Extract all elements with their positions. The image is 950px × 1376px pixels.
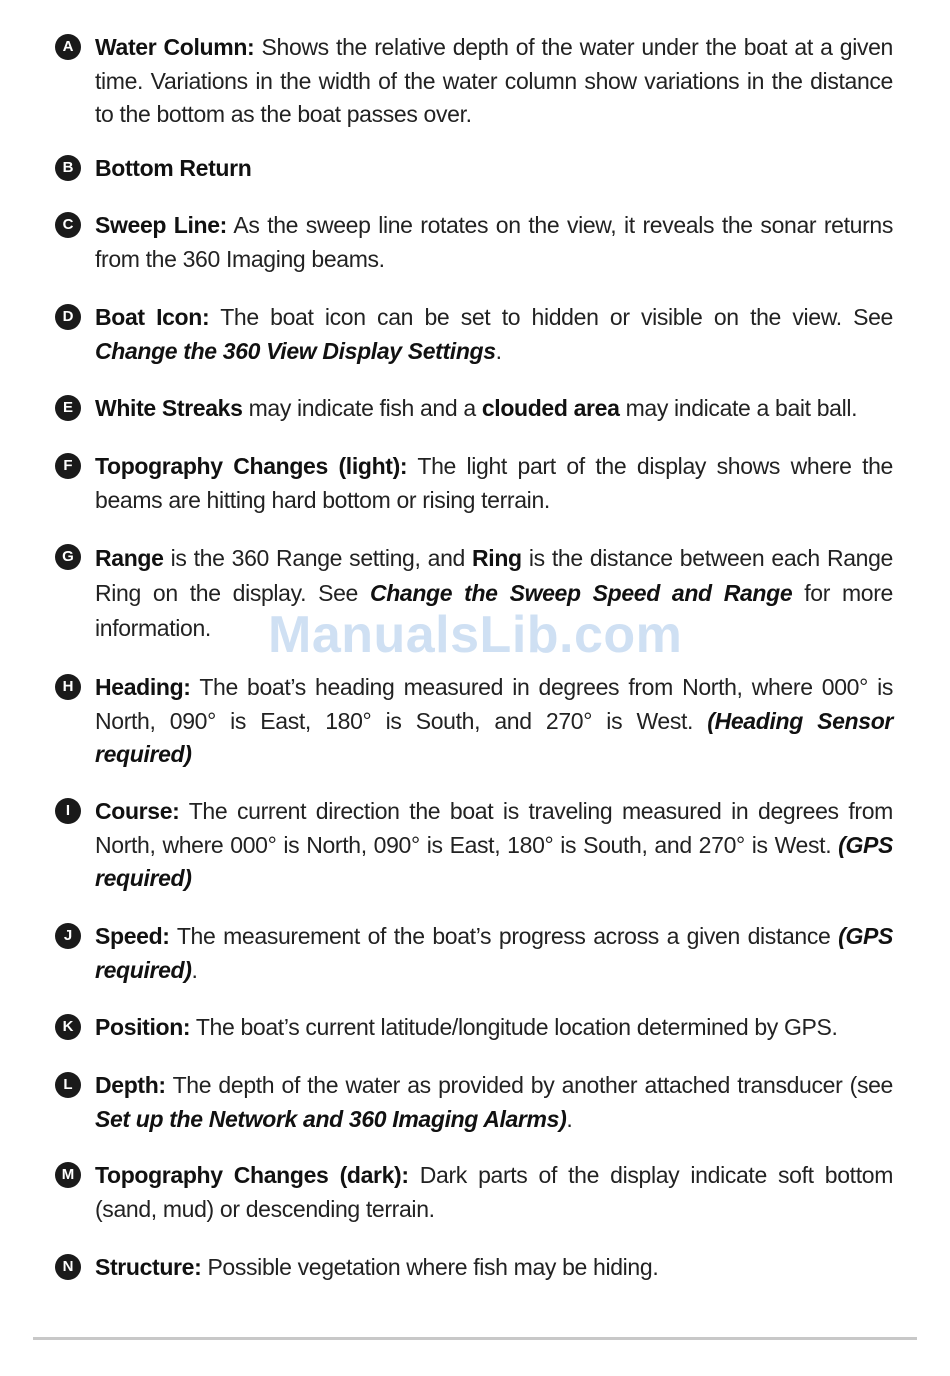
callout-label: Topography Changes (dark): xyxy=(95,1162,409,1188)
callout-description-secondary: is the distance between each Range Ring on the display. See xyxy=(95,545,893,606)
callout-item-l xyxy=(55,1069,893,1136)
callout-badge-a: A xyxy=(55,34,81,60)
callout-description: As the sweep line rotates on the view, it reveals the sonar returns from the 360 Imaging beams. xyxy=(95,212,894,272)
callout-description: The depth of the water as provided by another attached transducer (see xyxy=(165,1072,893,1098)
callout-tail: . xyxy=(566,1105,573,1132)
callout-text-i xyxy=(95,795,893,896)
callout-description: The boat icon can be set to hidden or visible on the view. See xyxy=(209,304,893,330)
callout-item-d xyxy=(55,301,893,368)
callout-description: may indicate fish and a xyxy=(242,395,482,421)
callout-label: Boat Icon: xyxy=(95,304,210,330)
callout-badge-m: M xyxy=(55,1162,81,1188)
cross-reference-link[interactable]: Change the 360 View Display Settings xyxy=(95,337,496,364)
callout-label: Topography Changes (light): xyxy=(95,453,408,479)
callout-description: is the 360 Range setting, and xyxy=(163,545,473,571)
cross-reference-link[interactable]: Change the Sweep Speed and Range xyxy=(369,580,793,606)
callout-badge-i: I xyxy=(55,798,81,824)
callout-text-b xyxy=(95,152,893,186)
callout-item-k xyxy=(55,1011,893,1045)
callout-label: White Streaks xyxy=(95,395,243,421)
callout-description: The measurement of the boat’s progress across a given distance xyxy=(169,923,839,949)
callout-description-secondary: may indicate a bait ball. xyxy=(619,395,858,421)
requirement-note: (GPS required) xyxy=(95,831,893,891)
callout-item-m xyxy=(55,1159,893,1226)
callout-description: Shows the relative depth of the water under the boat at a given time. Variations in the width of the water column show variations in the distance to the bottom as the boat passes over. xyxy=(95,34,893,127)
callout-label: Sweep Line: xyxy=(95,212,227,238)
callout-text-m xyxy=(95,1159,893,1226)
callout-text-l xyxy=(95,1069,893,1136)
callout-badge-e: E xyxy=(55,395,81,421)
callout-description: Possible vegetation where fish may be hiding. xyxy=(201,1254,659,1280)
callout-item-n xyxy=(55,1251,893,1285)
callout-label: Position: xyxy=(95,1014,191,1040)
callout-badge-j: J xyxy=(55,923,81,949)
callout-text-n xyxy=(95,1251,893,1285)
callout-item-g xyxy=(55,541,893,646)
callout-item-b xyxy=(55,152,893,186)
callout-label-secondary: clouded area xyxy=(481,395,620,421)
callout-badge-d: D xyxy=(55,304,81,330)
callout-description: The light part of the display shows where the beams are hitting hard bottom or rising terrain. xyxy=(95,453,893,513)
cross-reference-link[interactable]: Set up the Network and 360 Imaging Alarms) xyxy=(95,1105,567,1132)
callout-badge-b: B xyxy=(55,155,81,181)
callout-label: Heading: xyxy=(95,674,191,700)
callout-label: Speed: xyxy=(95,923,170,949)
requirement-note: (Heading Sensor required) xyxy=(95,707,893,767)
callout-badge-g: G xyxy=(55,544,81,570)
callout-description: The boat’s current latitude/longitude location determined by GPS. xyxy=(190,1014,838,1040)
requirement-note: (GPS required) xyxy=(95,923,893,983)
callout-badge-h: H xyxy=(55,674,81,700)
callout-item-f xyxy=(55,450,893,517)
callout-label: Depth: xyxy=(95,1072,166,1098)
callout-tail: . xyxy=(495,337,502,364)
callout-text-e xyxy=(95,392,893,426)
callout-label: Structure: xyxy=(95,1254,202,1280)
callout-description: The current direction the boat is traveling measured in degrees from North, where 000° is North, 090° is East, 180° is South, and 270° is West. xyxy=(95,798,893,858)
callout-item-i xyxy=(55,795,893,896)
callout-label: Course: xyxy=(95,798,180,824)
callout-tail: . xyxy=(191,956,198,983)
callout-label-secondary: Ring xyxy=(472,545,522,571)
callout-text-g xyxy=(95,541,893,646)
callout-label: Water Column: xyxy=(95,34,255,60)
callout-description: Dark parts of the display indicate soft bottom (sand, mud) or descending terrain. xyxy=(95,1162,894,1222)
callout-item-j xyxy=(55,920,893,987)
callout-badge-l: L xyxy=(55,1072,81,1098)
callout-text-a xyxy=(95,31,893,132)
watermark: ManualsLib.com xyxy=(268,606,683,664)
callout-tail: for more information. xyxy=(95,580,894,641)
callout-text-j xyxy=(95,920,893,987)
callout-item-h xyxy=(55,671,893,772)
callout-text-k xyxy=(95,1011,893,1045)
callout-text-d xyxy=(95,301,893,368)
callout-badge-n: N xyxy=(55,1254,81,1280)
callout-badge-c: C xyxy=(55,212,81,238)
callout-item-e xyxy=(55,392,893,426)
callout-item-a xyxy=(55,31,893,132)
callout-text-h xyxy=(95,671,893,772)
callout-description: The boat’s heading measured in degrees from North, where 000° is North, 090° is East, 180° is South, and 270° is West. xyxy=(95,674,893,734)
callout-label: Range xyxy=(95,545,164,571)
callout-label: Bottom Return xyxy=(95,155,252,181)
callout-badge-f: F xyxy=(55,453,81,479)
footer-divider xyxy=(33,1337,917,1340)
callout-item-c xyxy=(55,209,893,276)
callout-text-c xyxy=(95,209,893,276)
callout-badge-k: K xyxy=(55,1014,81,1040)
callout-text-f xyxy=(95,450,893,517)
